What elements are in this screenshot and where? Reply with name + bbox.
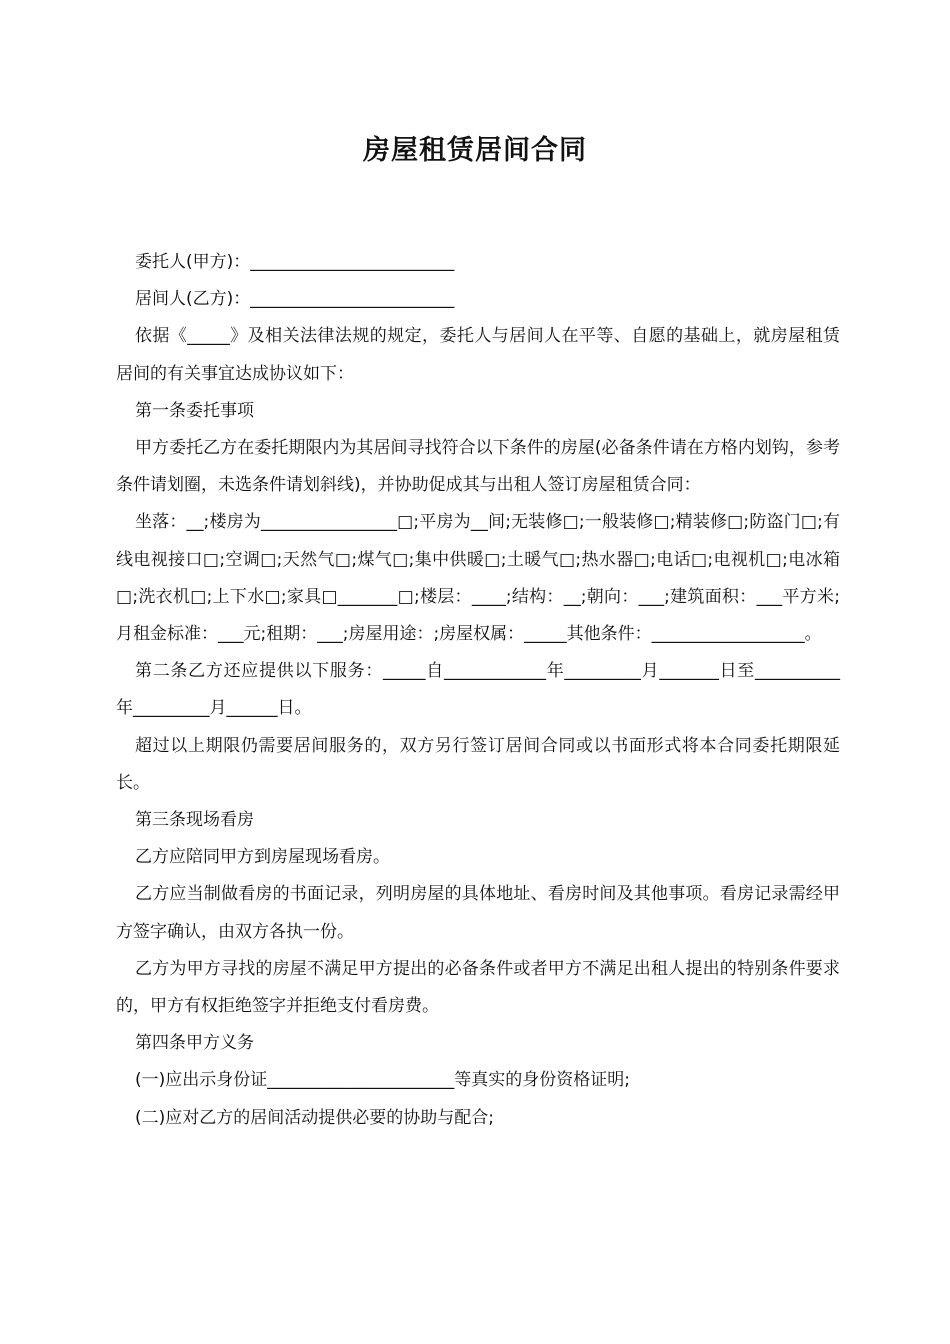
clause-preamble: 依据《_____》及相关法律法规的规定，委托人与居间人在平等、自愿的基础上，就房屋租赁居间的有关事宜达成协议如下：	[116, 326, 840, 384]
article-2-services: 第二条乙方还应提供以下服务：_____自____________年_________月_______日至__________年_________月______日。	[116, 661, 840, 719]
clause-broker-line: 居间人(乙方)：________________________	[135, 289, 455, 310]
article-4-item-2: (二)应对乙方的居间活动提供必要的协助与配合;	[135, 1107, 494, 1128]
article-3-heading: 第三条现场看房	[135, 810, 254, 831]
document-body	[116, 244, 840, 1137]
document-title: 房屋租赁居间合同	[363, 135, 587, 166]
article-4-heading: 第四条甲方义务	[135, 1033, 254, 1054]
article-3-refusal: 乙方为甲方寻找的房屋不满足甲方提出的必备条件或者甲方不满足出租人提出的特别条件要求的，甲方有权拒绝签字并拒绝支付看房费。	[116, 958, 840, 1017]
clause-client-line: 委托人(甲方)：________________________	[135, 252, 455, 272]
article-1-intro: 甲方委托乙方在委托期限内为其居间寻找符合以下条件的房屋(必备条件请在方格内划钩，参考条件请划圈，未选条件请划斜线)，并协助促成其与出租人签订房屋租赁合同：	[116, 438, 840, 496]
article-1-heading: 第一条委托事项	[135, 400, 254, 421]
article-1-conditions: 坐落：__;楼房为________________□;平房为__间;无装修□;一般装修□;精装修□;防盗门□;有线电视接口□;空调□;天然气□;煤气□;集中供暖□;土暖气□;热水器□;电话□;电视机□;电冰箱□;洗衣机□;上下水□;家具□_______□;楼层：____;结构：__;朝向：___;建筑面积：___平方米;月租金标准：___元;租期：___;房屋用途：;房屋权属：_____其他条件：__________________。	[116, 512, 840, 645]
article-4-item-1: (一)应出示身份证______________________等真实的身份资格证明;	[135, 1070, 630, 1091]
article-3-record: 乙方应当制做看房的书面记录，列明房屋的具体地址、看房时间及其他事项。看房记录需经甲方签字确认，由双方各执一份。	[116, 884, 840, 942]
article-2-extension: 超过以上期限仍需要居间服务的，双方另行签订居间合同或以书面形式将本合同委托期限延长。	[116, 735, 840, 793]
article-3-accompany: 乙方应陪同甲方到房屋现场看房。	[135, 847, 390, 868]
